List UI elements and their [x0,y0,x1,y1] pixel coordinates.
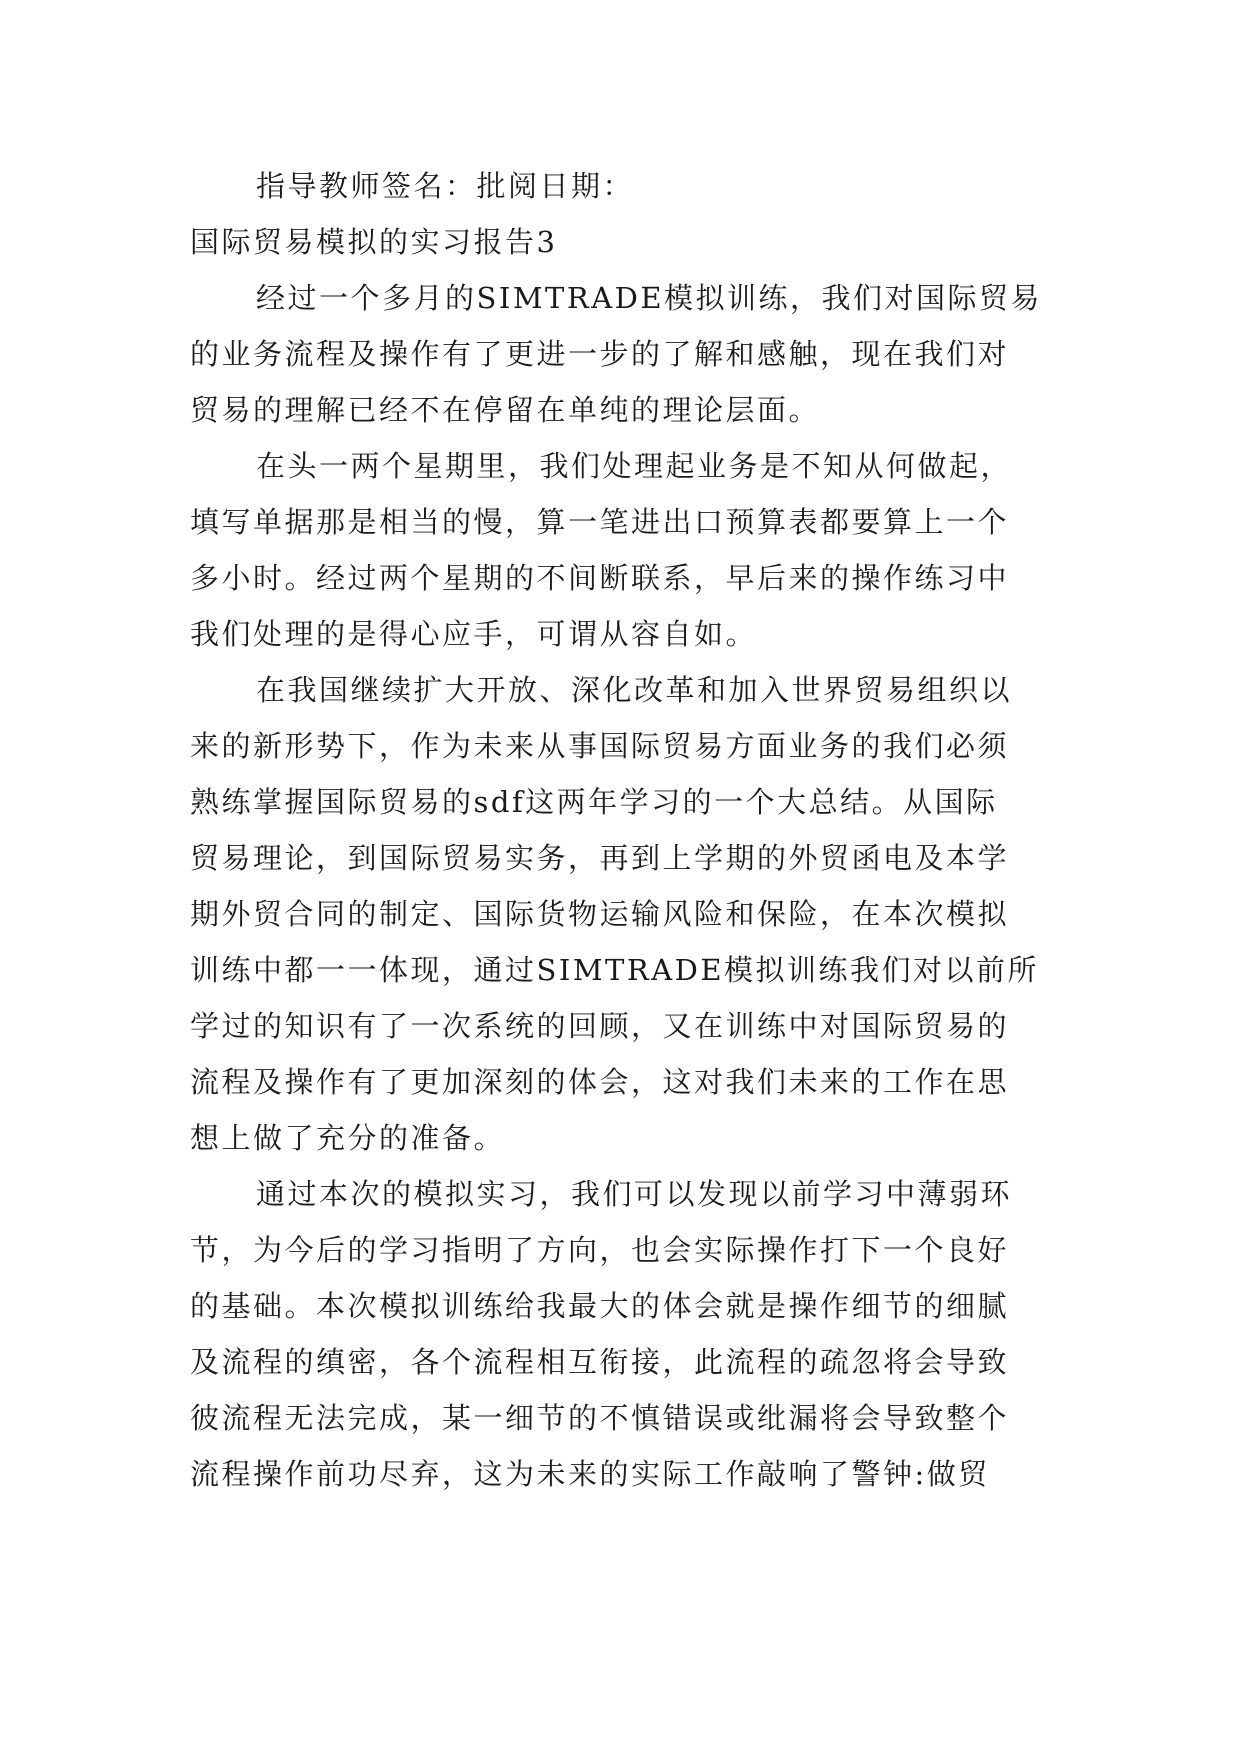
paragraph-line: 填写单据那是相当的慢，算一笔进出口预算表都要算上一个 [190,505,1010,539]
paragraph-line: 来的新形势下，作为未来从事国际贸易方面业务的我们必须 [190,729,1010,763]
paragraph-line: 通过本次的模拟实习，我们可以发现以前学习中薄弱环 [256,1177,1013,1211]
paragraph-line: 的基础。本次模拟训练给我最大的体会就是操作细节的细腻 [190,1289,1010,1323]
paragraph-line: 期外贸合同的制定、国际货物运输风险和保险，在本次模拟 [190,897,1010,931]
paragraph-1 [190,270,1052,438]
report-title: 国际贸易模拟的实习报告3 [190,225,558,259]
paragraph-line: 的业务流程及操作有了更进一步的了解和感触，现在我们对 [190,337,1010,371]
paragraph-line: 我们处理的是得心应手，可谓从容自如。 [190,617,758,651]
paragraph-3 [190,662,1052,1166]
paragraph-line: 经过一个多月的SIMTRADE模拟训练，我们对国际贸易 [256,281,1043,315]
paragraph-line: 流程操作前功尽弃，这为未来的实际工作敲响了警钟:做贸 [190,1457,990,1491]
paragraph-line: 多小时。经过两个星期的不间断联系，早后来的操作练习中 [190,561,1010,595]
paragraph-line: 熟练掌握国际贸易的sdf这两年学习的一个大总结。从国际 [190,785,998,819]
paragraph-line: 彼流程无法完成，某一细节的不慎错误或纰漏将会导致整个 [190,1401,1010,1435]
paragraph-line: 训练中都一一体现，通过SIMTRADE模拟训练我们对以前所 [190,953,1040,987]
paragraph-2 [190,438,1052,662]
paragraph-line: 贸易的理解已经不在停留在单纯的理论层面。 [190,393,821,427]
paragraph-line: 想上做了充分的准备。 [190,1121,506,1155]
paragraph-line: 流程及操作有了更加深刻的体会，这对我们未来的工作在思 [190,1065,1010,1099]
paragraph-line: 在我国继续扩大开放、深化改革和加入世界贸易组织以 [256,673,1013,707]
paragraph-line: 贸易理论，到国际贸易实务，再到上学期的外贸函电及本学 [190,841,1010,875]
paragraph-line: 在头一两个星期里，我们处理起业务是不知从何做起， [256,449,1013,483]
paragraph-line: 节，为今后的学习指明了方向，也会实际操作打下一个良好 [190,1233,1010,1267]
paragraph-line: 及流程的缜密，各个流程相互衔接，此流程的疏忽将会导致 [190,1345,1010,1379]
paragraph-4 [190,1166,1052,1502]
signature-line: 指导教师签名：批阅日期： [256,169,635,203]
document-body [190,158,1052,1502]
paragraph-line: 学过的知识有了一次系统的回顾，又在训练中对国际贸易的 [190,1009,1010,1043]
